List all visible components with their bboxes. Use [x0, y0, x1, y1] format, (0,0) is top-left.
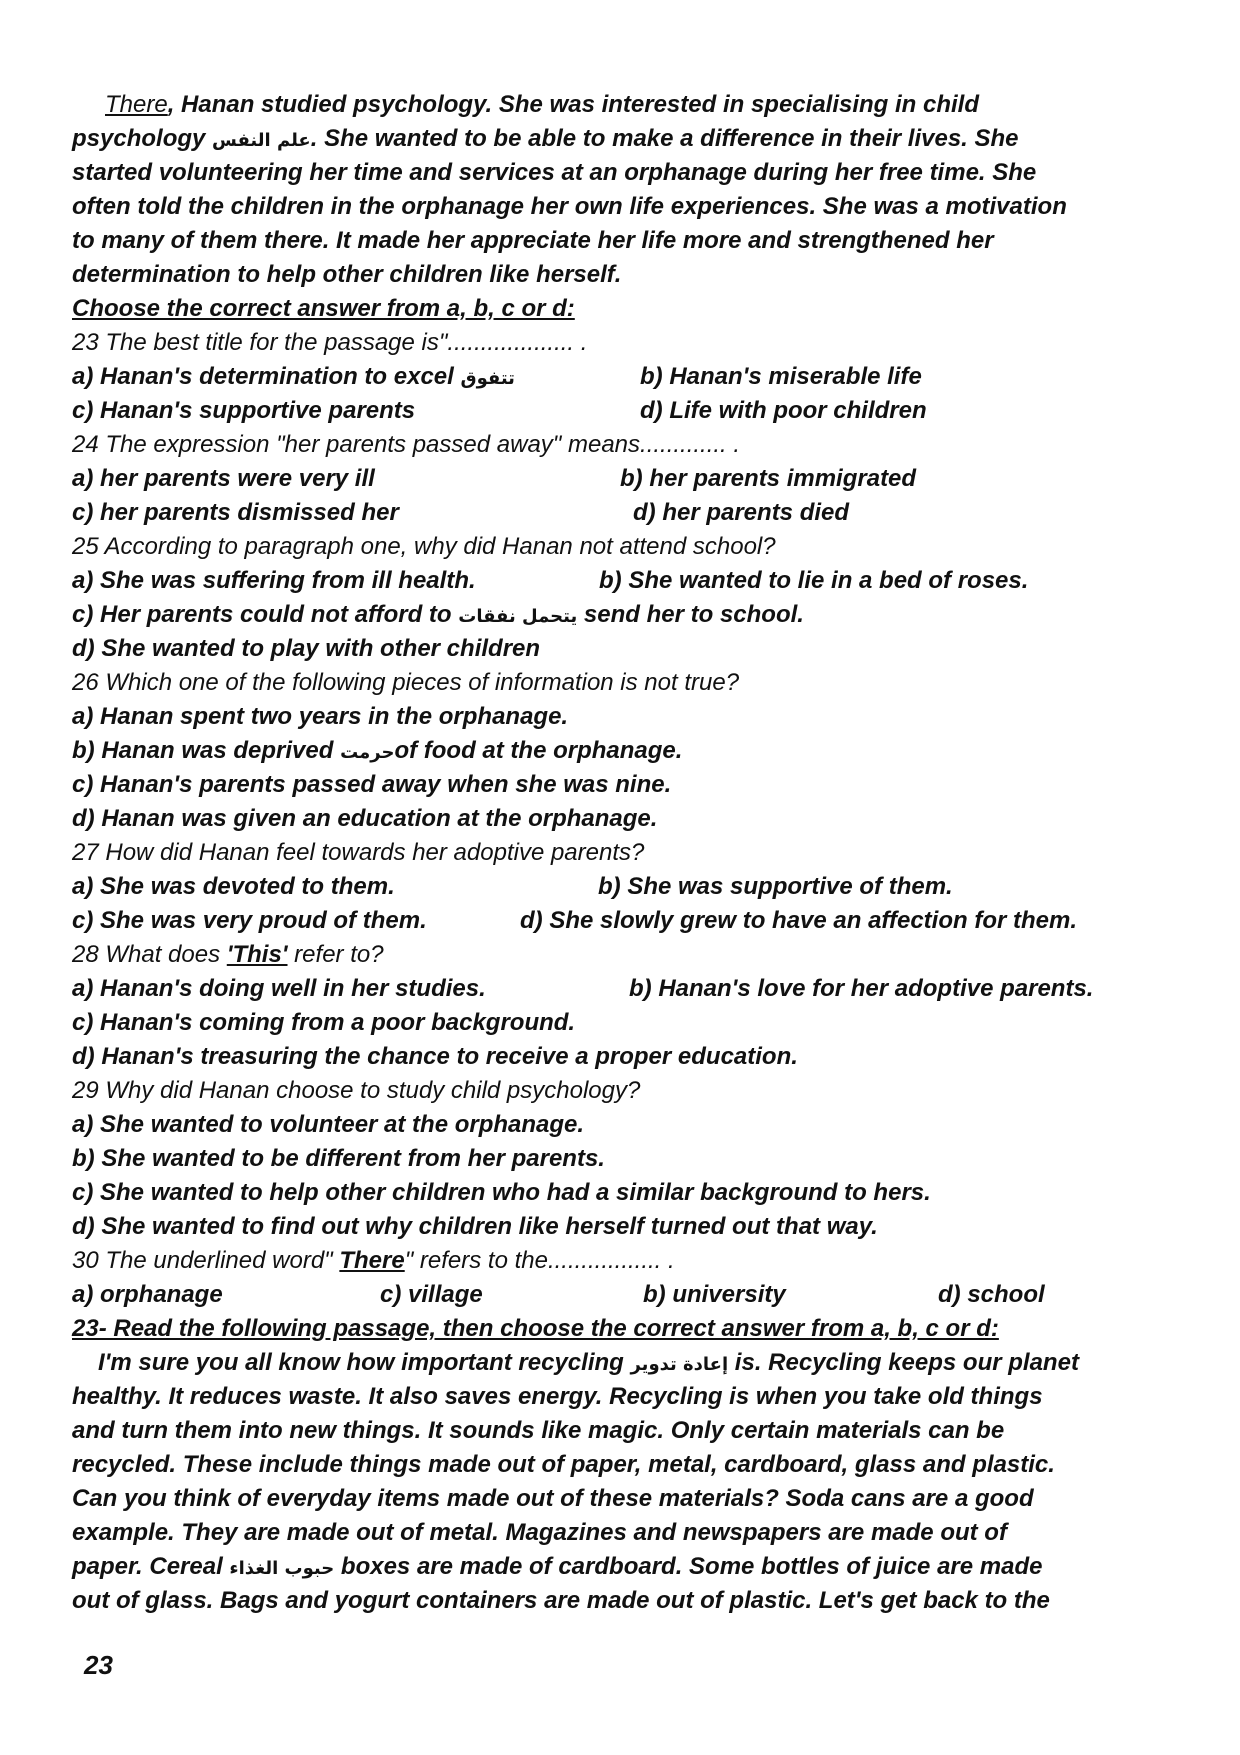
text-segment: 30 The underlined word" [72, 1247, 340, 1274]
answer-row [72, 462, 1212, 496]
question-stem [72, 428, 1212, 462]
text-segment: d) her parents died [633, 499, 850, 526]
text-segment: started volunteering her time and services at an orphanage during her free time. She [72, 159, 1037, 186]
answer-option[interactable] [599, 564, 1028, 598]
text-segment: b) Hanan was deprived [72, 737, 341, 764]
text-segment: 23 The best title for the passage is"................... . [72, 329, 588, 356]
answer-option[interactable] [72, 904, 427, 938]
document-page [72, 88, 1212, 1618]
answer-option[interactable] [72, 632, 540, 666]
text-segment: of food at the orphanage. [394, 737, 683, 764]
passage-line [72, 156, 1212, 190]
passage-line [72, 258, 1212, 292]
text-segment: is. Recycling keeps our planet [728, 1349, 1079, 1376]
answer-option[interactable] [520, 904, 1077, 938]
text-segment: example. They are made out of metal. Magazines and newspapers are made out of [72, 1519, 1007, 1546]
answer-option[interactable] [72, 734, 682, 770]
passage-line [72, 1448, 1212, 1482]
answer-row [72, 598, 1212, 632]
answer-option[interactable] [643, 1278, 786, 1312]
text-segment: d) Hanan was given an education at the orphanage. [72, 805, 658, 832]
question-stem [72, 530, 1212, 564]
text-segment: I'm sure you all know how important recycling [98, 1349, 631, 1376]
text-segment: c) village [380, 1281, 483, 1308]
underlined-word: 'This' [226, 941, 288, 968]
answer-option[interactable] [72, 564, 476, 598]
text-segment: c) Hanan's supportive parents [72, 397, 416, 424]
section-heading-text: 23- Read the following passage, then choose the correct answer from a, b, c or d: [72, 1315, 999, 1342]
instruction-heading [72, 292, 1212, 326]
text-segment: and turn them into new things. It sounds like magic. Only certain materials can be [72, 1417, 1005, 1444]
text-segment: a) She wanted to volunteer at the orphanage. [72, 1111, 585, 1138]
arabic-gloss: إعادة تدوير [630, 1354, 729, 1375]
arabic-gloss: تتفوق [460, 368, 515, 389]
answer-row [72, 972, 1212, 1006]
answer-option[interactable] [72, 1176, 931, 1210]
text-segment: c) She wanted to help other children who had a similar background to hers. [72, 1179, 931, 1206]
answer-row [72, 700, 1212, 734]
text-segment: 25 According to paragraph one, why did Hanan not attend school? [72, 533, 776, 560]
answer-row [72, 1176, 1212, 1210]
text-segment: d) She slowly grew to have an affection for them. [520, 907, 1077, 934]
underlined-word: There [339, 1247, 405, 1274]
answer-row [72, 394, 1212, 428]
passage-line [72, 1380, 1212, 1414]
passage-line [72, 224, 1212, 258]
underlined-word: There [105, 91, 168, 118]
passage-line [72, 190, 1212, 224]
answer-option[interactable] [640, 360, 922, 394]
answer-option[interactable] [72, 1006, 575, 1040]
answer-option[interactable] [72, 1142, 605, 1176]
answer-option[interactable] [72, 1040, 798, 1074]
text-segment: psychology [72, 125, 213, 152]
answer-option[interactable] [640, 394, 927, 428]
answer-row [72, 802, 1212, 836]
answer-option[interactable] [72, 700, 568, 734]
passage-line [72, 1516, 1212, 1550]
arabic-gloss: علم النفس [212, 130, 311, 151]
text-segment: c) Her parents could not afford to [72, 601, 459, 628]
text-segment: b) university [643, 1281, 786, 1308]
question-stem [72, 836, 1212, 870]
text-segment: b) She was supportive of them. [598, 873, 953, 900]
answer-option[interactable] [72, 360, 515, 396]
answer-row [72, 360, 1212, 394]
text-segment: often told the children in the orphanage her own life experiences. She was a motivation [72, 193, 1067, 220]
answer-option[interactable] [620, 462, 916, 496]
answer-row [72, 734, 1212, 768]
page-number: 23 [84, 1650, 113, 1680]
arabic-gloss: حبوب الغذاء [229, 1558, 335, 1579]
text-segment: a) her parents were very ill [72, 465, 375, 492]
answer-option[interactable] [72, 1278, 223, 1312]
text-segment: Can you think of everyday items made out of these materials? Soda cans are a good [72, 1485, 1034, 1512]
text-segment: send her to school. [577, 601, 804, 628]
passage-line [72, 1346, 1212, 1380]
text-segment: to many of them there. It made her appreciate her life more and strengthened her [72, 227, 994, 254]
answer-row [72, 1006, 1212, 1040]
question-stem [72, 1074, 1212, 1108]
text-segment: c) Hanan's parents passed away when she was nine. [72, 771, 672, 798]
answer-option[interactable] [598, 870, 953, 904]
passage-line [72, 88, 1212, 122]
passage-line [72, 1550, 1212, 1584]
answer-option[interactable] [72, 496, 399, 530]
text-segment: b) her parents immigrated [620, 465, 917, 492]
answer-option[interactable] [72, 802, 657, 836]
answer-row [72, 1142, 1212, 1176]
text-segment: c) She was very proud of them. [72, 907, 427, 934]
text-segment: healthy. It reduces waste. It also saves energy. Recycling is when you take old things [72, 1383, 1043, 1410]
answer-option[interactable] [72, 870, 395, 904]
text-segment: 24 The expression "her parents passed away" means............. . [72, 431, 741, 458]
text-segment: b) Hanan's love for her adoptive parents. [629, 975, 1094, 1002]
text-segment: a) She was devoted to them. [72, 873, 395, 900]
instruction-text: Choose the correct answer from a, b, c or d: [72, 295, 575, 322]
text-segment: a) She was suffering from ill health. [72, 567, 476, 594]
answer-row [72, 1210, 1212, 1244]
answer-option[interactable] [72, 394, 415, 428]
question-stem [72, 1244, 1212, 1278]
text-segment: d) school [938, 1281, 1045, 1308]
text-segment: d) She wanted to find out why children like herself turned out that way. [72, 1213, 878, 1240]
text-segment: , Hanan studied psychology. She was interested in specialising in child [167, 91, 980, 118]
answer-option[interactable] [72, 768, 671, 802]
arabic-gloss: حرمت [340, 742, 395, 763]
text-segment: c) Hanan's coming from a poor background. [72, 1009, 576, 1036]
section-heading [72, 1312, 1212, 1346]
question-stem [72, 938, 1212, 972]
question-stem [72, 326, 1212, 360]
arabic-gloss: يتحمل نفقات [458, 606, 578, 627]
text-segment: d) She wanted to play with other children [72, 635, 541, 662]
text-segment: a) Hanan's determination to excel [72, 363, 461, 390]
answer-row [72, 496, 1212, 530]
text-segment: . She wanted to be able to make a difference in their lives. She [310, 125, 1019, 152]
answer-option[interactable] [72, 462, 375, 496]
text-segment: 29 Why did Hanan choose to study child psychology? [72, 1077, 641, 1104]
answer-option[interactable] [72, 1108, 584, 1142]
text-segment: c) her parents dismissed her [72, 499, 399, 526]
passage-line [72, 1584, 1212, 1618]
text-segment: refer to? [287, 941, 384, 968]
answer-option[interactable] [633, 496, 849, 530]
answer-row [72, 1040, 1212, 1074]
text-segment: determination to help other children like herself. [72, 261, 622, 288]
answer-row [72, 564, 1212, 598]
text-segment: " refers to the................. . [404, 1247, 675, 1274]
answer-row [72, 870, 1212, 904]
text-segment: b) She wanted to lie in a bed of roses. [599, 567, 1029, 594]
answer-option[interactable] [72, 1210, 878, 1244]
answer-row [72, 768, 1212, 802]
answer-row [72, 632, 1212, 666]
text-segment: out of glass. Bags and yogurt containers are made out of plastic. Let's get back to the [72, 1587, 1050, 1614]
text-segment: 26 Which one of the following pieces of information is not true? [72, 669, 740, 696]
answer-row [72, 904, 1212, 938]
text-segment: b) Hanan's miserable life [640, 363, 922, 390]
answer-option[interactable] [72, 972, 486, 1006]
answer-option[interactable] [72, 598, 804, 634]
text-segment: boxes are made of cardboard. Some bottles of juice are made [334, 1553, 1043, 1580]
text-segment: a) orphanage [72, 1281, 223, 1308]
question-stem [72, 666, 1212, 700]
text-segment: a) Hanan spent two years in the orphanage. [72, 703, 569, 730]
text-segment: 27 How did Hanan feel towards her adoptive parents? [72, 839, 645, 866]
answer-option[interactable] [629, 972, 1093, 1006]
text-segment: b) She wanted to be different from her parents. [72, 1145, 605, 1172]
text-segment: d) Life with poor children [640, 397, 927, 424]
passage-line [72, 1414, 1212, 1448]
text-segment: d) Hanan's treasuring the chance to receive a proper education. [72, 1043, 798, 1070]
text-segment: a) Hanan's doing well in her studies. [72, 975, 486, 1002]
text-segment: paper. Cereal [72, 1553, 230, 1580]
answer-option[interactable] [380, 1278, 483, 1312]
answer-row [72, 1278, 1212, 1312]
passage-line [72, 1482, 1212, 1516]
passage-line [72, 122, 1212, 156]
answer-option[interactable] [938, 1278, 1045, 1312]
text-segment: 28 What does [72, 941, 227, 968]
answer-row [72, 1108, 1212, 1142]
text-segment: recycled. These include things made out of paper, metal, cardboard, glass and plastic. [72, 1451, 1055, 1478]
